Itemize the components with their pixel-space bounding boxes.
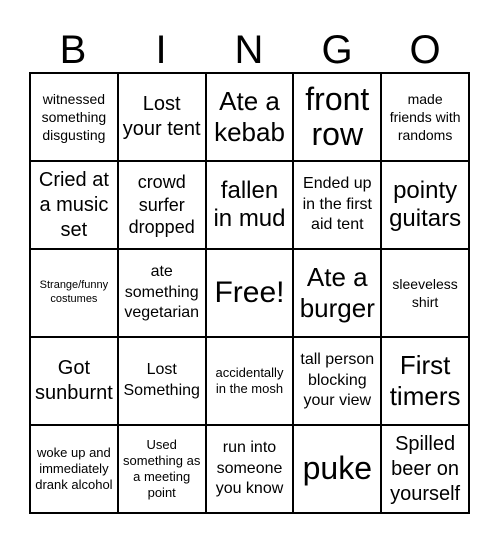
header-letter-o: O [409,28,441,72]
cell-text: pointy guitars [389,177,462,232]
bingo-cell[interactable] [30,425,118,513]
cell-text: Strange/funny costumes [39,279,109,305]
bingo-cell[interactable] [293,161,381,249]
bingo-cell[interactable] [206,161,294,249]
bingo-cell[interactable] [118,73,206,161]
cell-text: made friends with randoms [389,90,461,144]
bingo-cell[interactable] [30,73,118,161]
bingo-header [29,28,470,72]
cell-text: Spilled beer on yourself [390,432,461,505]
cell-text: ate something vegetarian [124,262,200,322]
cell-text: Cried at a music set [38,168,109,241]
bingo-cell[interactable] [206,425,294,513]
bingo-cell[interactable] [381,249,469,337]
cell-text: woke up and immediately drank alcohol [35,444,113,493]
bingo-cell[interactable] [30,249,118,337]
cell-text: tall person blocking your view [300,350,375,410]
cell-text: Lost your tent [122,93,201,140]
header-letter-n: N [234,28,264,72]
cell-text: Lost Something [123,361,200,399]
bingo-cell[interactable] [293,249,381,337]
cell-text: sleeveless shirt [392,275,458,310]
cell-text: Ate a burger [299,261,375,323]
bingo-cell[interactable] [30,161,118,249]
header-letter-i: I [155,28,167,72]
bingo-card-grid [29,72,470,514]
cell-text: run into someone you know [215,438,284,498]
cell-text: puke [302,450,372,487]
bingo-cell[interactable] [206,73,294,161]
cell-text: crowd surfer dropped [128,172,195,238]
bingo-cell[interactable] [293,73,381,161]
cell-text: Free! [214,276,285,310]
header-letter-g: G [321,28,353,72]
cell-text: Got sunburnt [34,357,113,404]
cell-text: First timers [389,349,461,411]
bingo-cell[interactable] [381,73,469,161]
bingo-cell[interactable] [118,337,206,425]
bingo-cell[interactable] [381,425,469,513]
cell-text: front row [305,80,370,152]
cell-text: Ended up in the first aid tent [302,174,372,234]
bingo-cell[interactable] [381,161,469,249]
bingo-free-space[interactable] [206,249,294,337]
bingo-cell[interactable] [118,161,206,249]
bingo-cell[interactable] [118,425,206,513]
cell-text: Used something as a meeting point [123,436,201,501]
cell-text: fallen in mud [213,177,286,232]
bingo-cell[interactable] [30,337,118,425]
cell-text: accidentally in the mosh [215,364,284,396]
header-letter-b: B [59,28,87,72]
cell-text: Ate a kebab [214,85,285,147]
bingo-cell[interactable] [206,337,294,425]
bingo-cell[interactable] [293,337,381,425]
bingo-cell[interactable] [293,425,381,513]
cell-text: witnessed something disgusting [41,90,107,144]
bingo-cell[interactable] [118,249,206,337]
bingo-cell[interactable] [381,337,469,425]
